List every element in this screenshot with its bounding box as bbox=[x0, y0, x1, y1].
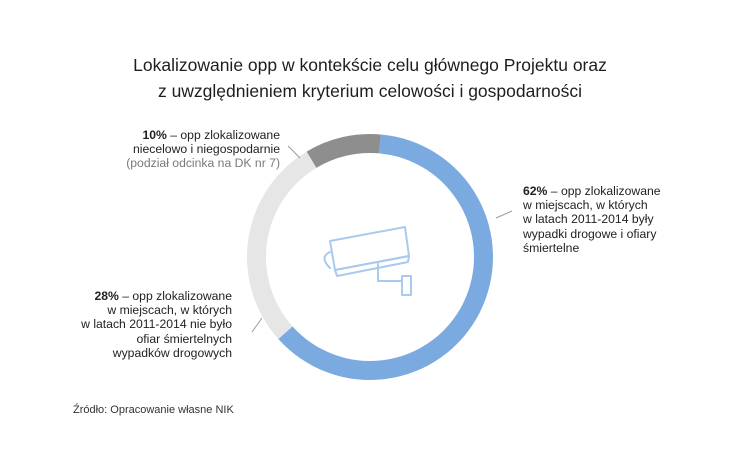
label-28-percent bbox=[81, 289, 232, 360]
donut-slice-10 bbox=[307, 134, 381, 168]
label-62-percent bbox=[523, 184, 661, 255]
label-28-line-3: w latach 2011-2014 nie było bbox=[81, 317, 232, 332]
label-28-line-4: ofiar śmiertelnych bbox=[136, 331, 232, 346]
label-10-line-1: – opp zlokalizowane bbox=[166, 128, 280, 142]
chart-title-line-2: z uwzględnieniem kryterium celowości i gospodarności bbox=[157, 81, 583, 101]
surveillance-camera-icon bbox=[325, 227, 412, 295]
donut-slice-28 bbox=[247, 152, 316, 339]
leader-line-10 bbox=[288, 146, 300, 158]
label-62-line-4: wypadki drogowe i ofiary bbox=[523, 226, 657, 241]
label-62-line-1: – opp zlokalizowane bbox=[547, 184, 661, 198]
label-10-percent bbox=[126, 128, 280, 171]
leader-line-28 bbox=[252, 318, 262, 332]
label-28-line-1: – opp zlokalizowane bbox=[118, 289, 232, 303]
label-28-line-5: wypadków drogowych bbox=[112, 345, 232, 360]
source-note: Źródło: Opracowanie własne NIK bbox=[73, 404, 234, 416]
label-10-pct: 10% bbox=[142, 128, 167, 142]
label-62-line-5: śmiertelne bbox=[523, 240, 580, 255]
label-62-line-3: w latach 2011-2014 były bbox=[523, 212, 654, 227]
leader-line-62 bbox=[496, 211, 512, 218]
label-28-pct: 28% bbox=[94, 289, 119, 303]
chart-title-line-1: Lokalizowanie opp w kontekście celu głównego Projektu oraz bbox=[133, 55, 607, 75]
label-10-note: (podział odcinka na DK nr 7) bbox=[126, 156, 280, 171]
label-62-pct: 62% bbox=[523, 184, 548, 198]
donut-slices bbox=[247, 134, 493, 380]
label-10-line-2: niecelowo i niegospodarnie bbox=[132, 142, 280, 157]
label-28-line-2: w miejscach, w których bbox=[107, 303, 232, 318]
label-62-line-2: w miejscach, w których bbox=[523, 198, 648, 213]
